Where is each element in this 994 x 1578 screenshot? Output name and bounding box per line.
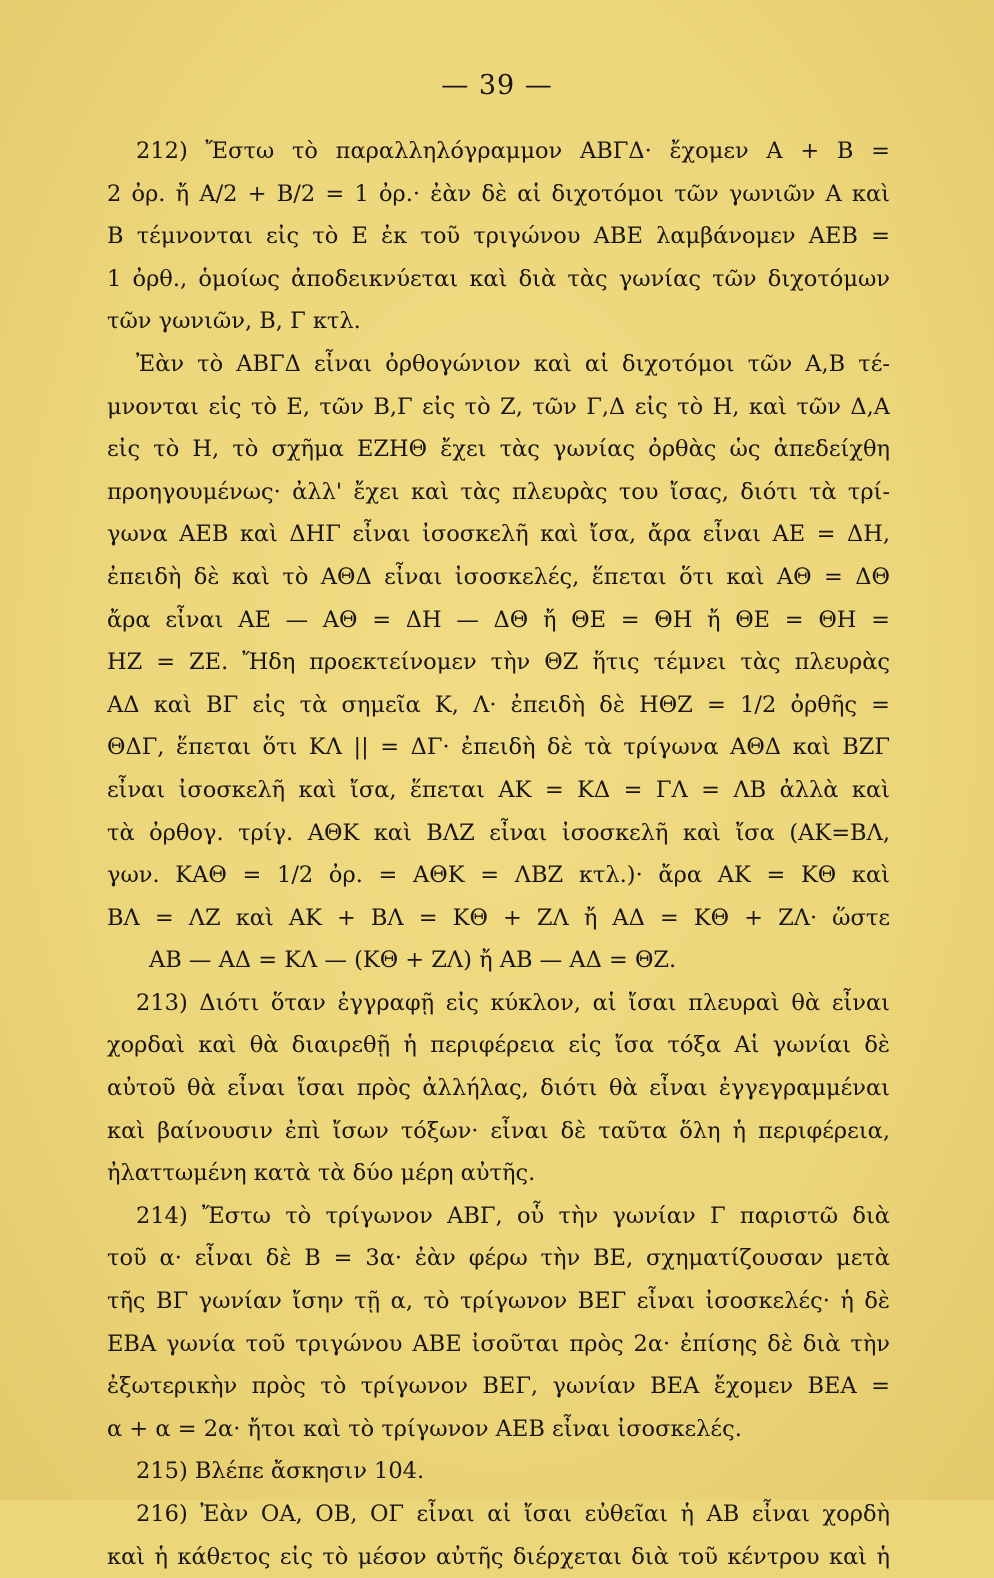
text-line: Β τέμνονται εἰς τὸ Ε ἐκ τοῦ τριγώνου ΑΒΕ λαμβάνομεν ΑΕΒ =	[107, 223, 890, 250]
text-line: 214) Ἔστω τὸ τρίγωνον ΑΒΓ, οὗ τὴν γωνίαν Γ παριστῶ διὰ	[136, 1202, 890, 1229]
text-line: τῶν γωνιῶν, Β, Γ κτλ.	[107, 308, 361, 335]
text-line: εἰς τὸ Η, τὸ σχῆμα ΕΖΗΘ ἔχει τὰς γωνίας ὀρθὰς ὡς ἀπεδείχθη	[107, 436, 890, 463]
text-line: καὶ ἡ κάθετος εἰς τὸ μέσον αὐτῆς διέρχεται διὰ τοῦ κέντρου καὶ ἡ	[107, 1543, 890, 1570]
text-line: 1 ὀρθ., ὁμοίως ἀποδεικνύεται καὶ διὰ τὰς γωνίας τῶν διχοτόμων	[107, 265, 890, 292]
text-line: εἶναι ἰσοσκελῆ καὶ ἴσα, ἕπεται ΑΚ = ΚΔ = ΓΛ = ΛΒ ἀλλὰ καὶ	[107, 776, 890, 803]
text-line: 213) Διότι ὅταν ἐγγραφῇ εἰς κύκλον, αἱ ἴσαι πλευραὶ θὰ εἶναι	[136, 989, 890, 1016]
text-line: γωνα ΑΕΒ καὶ ΔΗΓ εἶναι ἰσοσκελῆ καὶ ἴσα, ἄρα εἶναι ΑΕ = ΔΗ,	[107, 521, 890, 548]
text-line: γων. ΚΑΘ = 1/2 ὀρ. = ΑΘΚ = ΛΒΖ κτλ.)· ἄρα ΑΚ = ΚΘ καὶ	[107, 862, 890, 889]
text-line: ΕΒΑ γωνία τοῦ τριγώνου ΑΒΕ ἰσοῦται πρὸς 2α· ἐπίσης δὲ διὰ τὴν	[107, 1330, 890, 1357]
body-text	[107, 130, 890, 1578]
text-line: ΑΔ καὶ ΒΓ εἰς τὰ σημεῖα Κ, Λ· ἐπειδὴ δὲ ΗΘΖ = 1/2 ὀρθῆς =	[107, 691, 890, 718]
text-line: α + α = 2α· ἤτοι καὶ τὸ τρίγωνον ΑΕΒ εἶναι ἰσοσκελές.	[107, 1415, 742, 1442]
text-line: ΒΛ = ΛΖ καὶ ΑΚ + ΒΛ = ΚΘ + ΖΛ ἤ ΑΔ = ΚΘ + ΖΛ· ὥστε	[107, 904, 890, 931]
text-line: ἠλαττωμένη κατὰ τὰ δύο μέρη αὐτῆς.	[107, 1160, 536, 1187]
text-line: μνονται εἰς τὸ Ε, τῶν Β,Γ εἰς τὸ Ζ, τῶν Γ,Δ εἰς τὸ Η, καὶ τῶν Δ,Α	[107, 393, 890, 420]
text-line: Ἐὰν τὸ ΑΒΓΔ εἶναι ὀρθογώνιον καὶ αἱ διχοτόμοι τῶν Α,Β τέ-	[136, 350, 890, 377]
text-line: προηγουμένως· ἀλλ' ἔχει καὶ τὰς πλευρὰς του ἴσας, διότι τὰ τρί-	[107, 478, 890, 505]
text-line: ἄρα εἶναι ΑΕ — ΑΘ = ΔΗ — ΔΘ ἤ ΘΕ = ΘΗ ἤ ΘΕ = ΘΗ =	[107, 606, 890, 633]
text-line: τὰ ὀρθογ. τρίγ. ΑΘΚ καὶ ΒΛΖ εἶναι ἰσοσκελῆ καὶ ἴσα (ΑΚ=ΒΛ,	[107, 819, 890, 846]
text-line: ἐξωτερικὴν πρὸς τὸ τρίγωνον ΒΕΓ, γωνίαν ΒΕΑ ἔχομεν ΒΕΑ =	[107, 1373, 890, 1400]
text-line: ΘΔΓ, ἕπεται ὅτι ΚΛ || = ΔΓ· ἐπειδὴ δὲ τὰ τρίγωνα ΑΘΔ καὶ ΒΖΓ	[107, 734, 890, 761]
text-line: τῆς ΒΓ γωνίαν ἴσην τῇ α, τὸ τρίγωνον ΒΕΓ εἶναι ἰσοσκελές· ἡ δὲ	[107, 1288, 890, 1315]
text-line: καὶ βαίνουσιν ἐπὶ ἴσων τόξων· εἶναι δὲ ταῦτα ὅλη ἡ περιφέρεια,	[107, 1117, 890, 1144]
text-line: ΑΒ — ΑΔ = ΚΛ — (ΚΘ + ΖΛ) ἤ ΑΒ — ΑΔ = ΘΖ.	[149, 947, 677, 974]
page-number: — 39 —	[441, 70, 553, 101]
text-line: 212) Ἔστω τὸ παραλληλόγραμμον ΑΒΓΔ· ἔχομεν Α + Β =	[136, 138, 890, 164]
text-line: 2 ὀρ. ἤ Α/2 + Β/2 = 1 ὀρ.· ἐὰν δὲ αἱ διχοτόμοι τῶν γωνιῶν Α καὶ	[107, 180, 890, 207]
text-line: τοῦ α· εἶναι δὲ Β = 3α· ἐὰν φέρω τὴν ΒΕ, σχηματίζουσαν μετὰ	[107, 1245, 890, 1272]
text-line: χορδαὶ καὶ θὰ διαιρεθῇ ἡ περιφέρεια εἰς ἴσα τόξα Αἱ γωνίαι δὲ	[107, 1032, 890, 1059]
text-line: αὐτοῦ θὰ εἶναι ἴσαι πρὸς ἀλλήλας, διότι θὰ εἶναι ἐγγεγραμμέναι	[107, 1075, 890, 1102]
text-line: ΗΖ = ΖΕ. Ἤδη προεκτείνομεν τὴν ΘΖ ἥτις τέμνει τὰς πλευρὰς	[107, 649, 890, 676]
text-line: 216) Ἐὰν ΟΑ, ΟΒ, ΟΓ εἶναι αἱ ἴσαι εὐθεῖαι ἡ ΑΒ εἶναι χορδὴ	[136, 1501, 890, 1527]
text-line: 215) Βλέπε ἄσκησιν 104.	[136, 1458, 425, 1485]
text-line: ἐπειδὴ δὲ καὶ τὸ ΑΘΔ εἶναι ἰσοσκελές, ἕπεται ὅτι καὶ ΑΘ = ΔΘ	[107, 563, 890, 590]
